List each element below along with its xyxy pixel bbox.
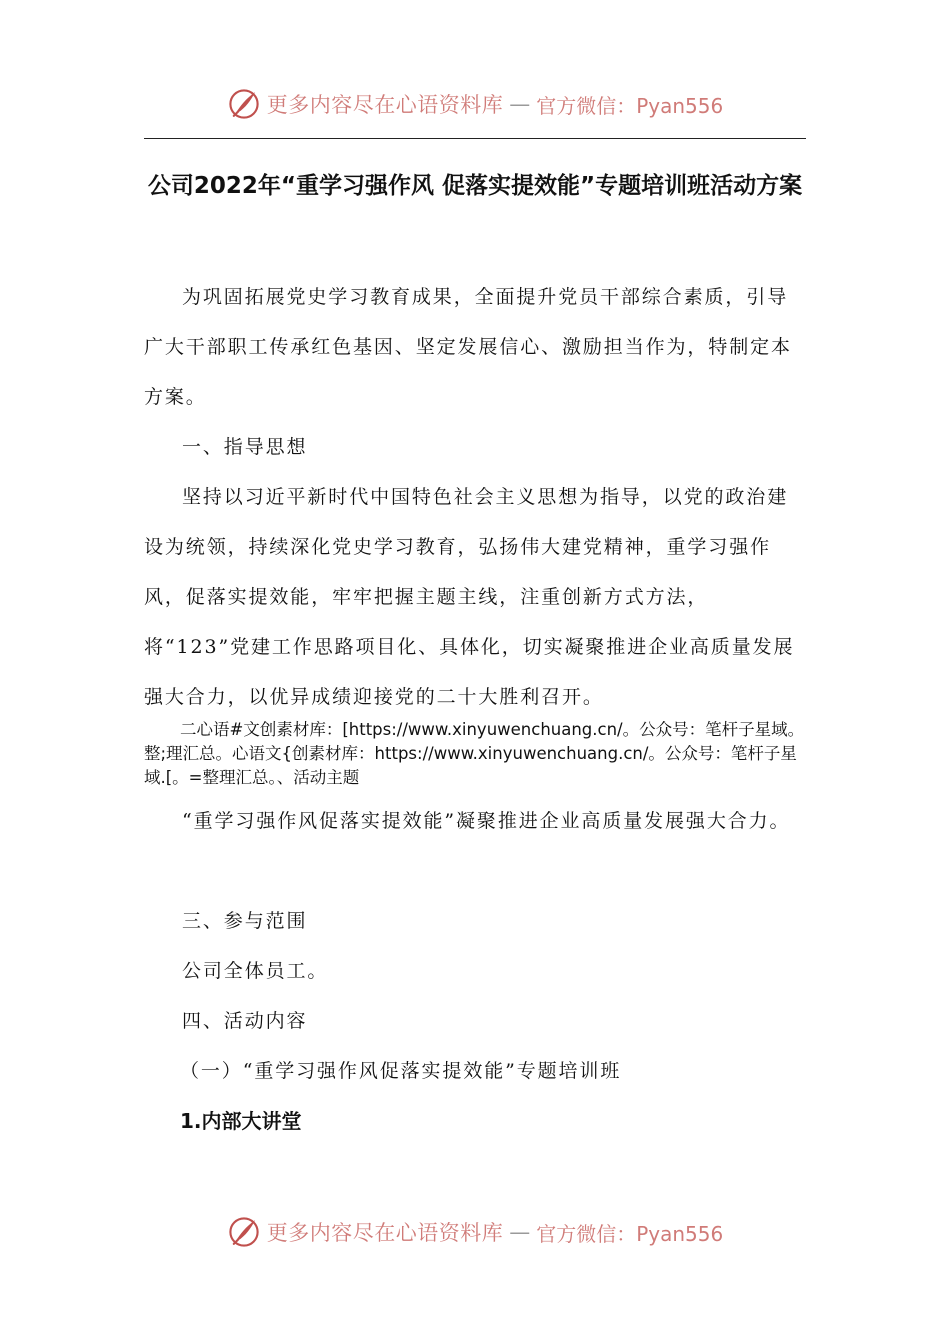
watermark-note: 二心语#文创素材库：[https://www.xinyuwenchuang.cn/。公众号：笔杆子星域。整;理汇总。心语文{创素材库：https://www.xinyuwenchuang.cn/。公众号：笔杆子星域.[。=整理汇总。、活动主题 <box>144 720 805 787</box>
header-contact: 官方微信：Pyan556 <box>536 93 724 118</box>
header-brand-text: 更多内容尽在心语资料库 <box>266 93 504 117</box>
quill-logo-icon <box>227 87 261 121</box>
intro-paragraph: 为巩固拓展党史学习教育成果，全面提升党员干部综合素质，引导广大干部职工传承红色基因、坚定发展信心、激励担当作为，特制定本方案。 <box>144 286 792 408</box>
section3-heading: 三、参与范围 <box>182 910 308 932</box>
section3-body: 公司全体员工。 <box>182 960 329 982</box>
quill-logo-icon <box>227 1215 261 1249</box>
footer-brand <box>227 1215 724 1249</box>
page-header <box>0 82 950 126</box>
footer-separator: — <box>509 1220 531 1244</box>
document-title: 公司2022年“重学习强作风 促落实提效能”专题培训班活动方案 <box>147 173 803 199</box>
section4-item-heading: 1.内部大讲堂 <box>180 1109 302 1133</box>
section1-body: 坚持以习近平新时代中国特色社会主义思想为指导，以党的政治建设为统领，持续深化党史学习教育，弘扬伟大建党精神，重学习强作风，促落实提效能，牢牢把握主题主线，注重创新方式方法，将“123”党建工作思路项目化、具体化，切实凝聚推进企业高质量发展强大合力，以优异成绩迎接党的二十大胜利召开。 <box>144 486 795 708</box>
footer-contact: 官方微信：Pyan556 <box>536 1221 724 1246</box>
section4-subheading: （一）“重学习强作风促落实提效能”专题培训班 <box>180 1060 622 1082</box>
header-divider <box>144 138 806 139</box>
footer-brand-text: 更多内容尽在心语资料库 <box>266 1221 504 1245</box>
page-footer <box>0 1210 950 1254</box>
header-separator: — <box>509 92 531 116</box>
section1-heading: 一、指导思想 <box>182 436 308 458</box>
header-brand <box>227 87 724 121</box>
section4-heading: 四、活动内容 <box>182 1010 308 1032</box>
section2-body: “重学习强作风促落实提效能”凝聚推进企业高质量发展强大合力。 <box>182 810 791 832</box>
